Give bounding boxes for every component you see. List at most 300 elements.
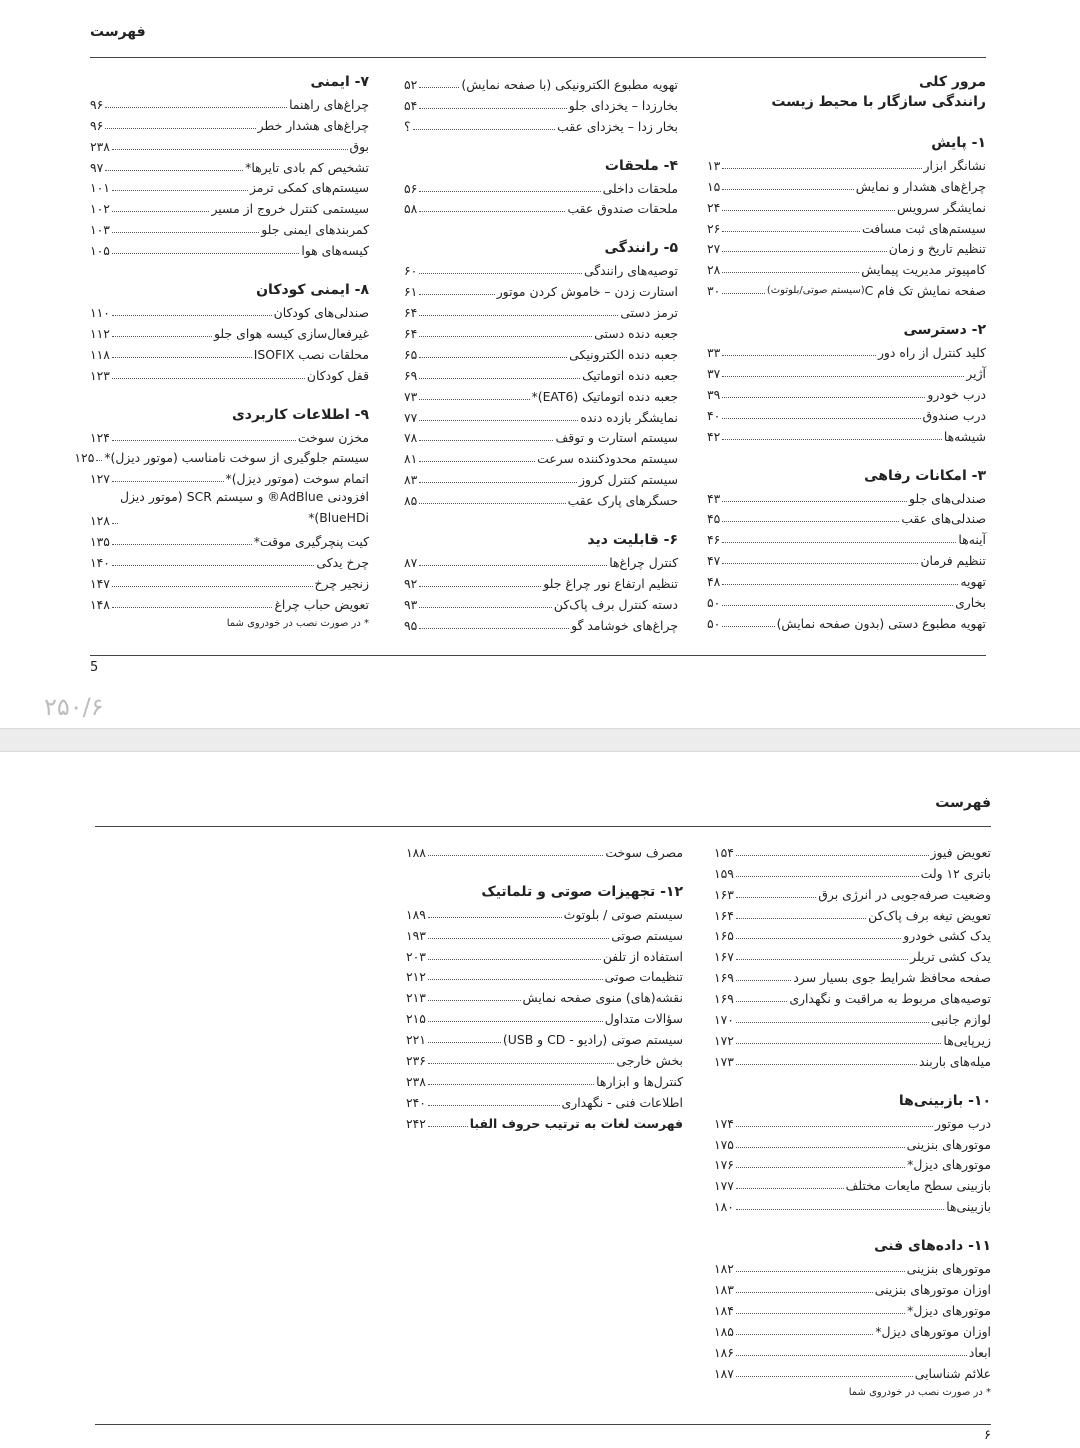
toc-entry[interactable] bbox=[707, 527, 986, 548]
toc-entry[interactable] bbox=[404, 571, 678, 592]
toc-entry-page: ۱۷۰ bbox=[714, 1012, 734, 1028]
toc-entry-title: نمایشگر بازده دنده bbox=[580, 409, 678, 425]
dot-leader bbox=[736, 1292, 873, 1293]
toc-entry[interactable] bbox=[707, 507, 986, 528]
toc-entry[interactable] bbox=[90, 238, 369, 259]
toc-column-middle bbox=[406, 840, 683, 1132]
toc-entry-page: ۱۸۹ bbox=[406, 906, 426, 922]
toc-entry[interactable] bbox=[707, 278, 986, 299]
toc-entry[interactable] bbox=[404, 426, 678, 447]
dot-leader bbox=[736, 1022, 929, 1023]
dot-leader bbox=[105, 128, 255, 129]
toc-entry-title: درب خودرو bbox=[927, 386, 986, 402]
toc-entry-title: بازبینی سطح مایعات مختلف bbox=[845, 1178, 991, 1194]
toc-entry-page: ۱۸۳ bbox=[714, 1282, 734, 1298]
dot-leader bbox=[96, 460, 102, 461]
toc-entry-page: ۱۹۳ bbox=[406, 927, 426, 943]
dot-leader bbox=[112, 336, 212, 337]
toc-entry-title: نقشه(های) منوی صفحه نمایش bbox=[522, 990, 683, 1006]
toc-entry[interactable] bbox=[90, 466, 369, 487]
toc-entry[interactable] bbox=[404, 72, 678, 93]
toc-entry-title: کیسه‌های هوا bbox=[301, 243, 369, 259]
toc-entry-title: صفحه محافظ شرایط جوی بسیار سرد bbox=[793, 970, 991, 986]
toc-entry-title: مصرف سوخت bbox=[605, 844, 683, 860]
toc-entry-page: ۱۸۸ bbox=[406, 844, 426, 860]
toc-entry-title: زنجیر چرخ bbox=[314, 575, 369, 591]
toc-entry[interactable] bbox=[90, 92, 369, 113]
toc-entry-page: ۸۵ bbox=[404, 493, 418, 509]
toc-entry[interactable] bbox=[707, 257, 986, 278]
toc-entry[interactable] bbox=[90, 217, 369, 238]
toc-entry-page: ۳۰ bbox=[707, 283, 721, 299]
toc-entry[interactable] bbox=[404, 321, 678, 342]
dot-leader bbox=[112, 190, 248, 191]
toc-entry[interactable] bbox=[714, 1049, 991, 1070]
toc-entry[interactable] bbox=[404, 592, 678, 613]
toc-entry[interactable] bbox=[707, 486, 986, 507]
toc-entry-title: زیرپایی‌ها bbox=[943, 1032, 991, 1048]
toc-entry[interactable] bbox=[406, 840, 683, 861]
toc-entry-page: ۲۸ bbox=[707, 262, 721, 278]
toc-entry-page: ۶۰ bbox=[404, 263, 418, 279]
toc-entry-title: آینه‌ها bbox=[958, 532, 986, 548]
toc-entry[interactable] bbox=[406, 1006, 683, 1027]
toc-entry[interactable] bbox=[714, 1298, 991, 1319]
page-number: 5 bbox=[90, 660, 99, 675]
header-rule bbox=[90, 57, 986, 58]
toc-entry-title: کنترل چراغ‌ها bbox=[609, 555, 678, 571]
toc-entry-page: ۱۸۵ bbox=[714, 1323, 734, 1339]
dot-leader bbox=[419, 294, 494, 295]
toc-entry[interactable] bbox=[707, 548, 986, 569]
toc-list bbox=[404, 72, 678, 135]
toc-entry[interactable] bbox=[406, 1027, 683, 1048]
section-title: ۳- امکانات رفاهی bbox=[864, 467, 986, 484]
dot-leader bbox=[419, 378, 580, 379]
toc-list bbox=[404, 258, 678, 509]
page-header: فهرست bbox=[935, 795, 991, 811]
toc-entry[interactable] bbox=[714, 944, 991, 965]
toc-entry-page: ۶۹ bbox=[404, 367, 418, 383]
dot-leader bbox=[736, 1001, 787, 1002]
toc-list bbox=[406, 840, 683, 861]
toc-entry[interactable] bbox=[406, 1069, 683, 1090]
dot-leader bbox=[736, 980, 791, 981]
dot-leader bbox=[419, 273, 582, 274]
scan-page-stamp: ۲۵۰/۶ bbox=[44, 693, 104, 721]
toc-entry-title: یدک کشی خودرو bbox=[903, 928, 991, 944]
toc-entry[interactable] bbox=[714, 1111, 991, 1132]
toc-entry-title: توصیه‌های مربوط به مراقبت و نگهداری bbox=[789, 991, 991, 1007]
toc-entry[interactable] bbox=[714, 882, 991, 903]
toc-entry[interactable] bbox=[707, 590, 986, 611]
toc-entry[interactable] bbox=[404, 300, 678, 321]
dot-leader bbox=[736, 1209, 944, 1210]
toc-entry-title: سیستم صوتی / بلوتوث bbox=[563, 906, 683, 922]
toc-entry[interactable] bbox=[714, 1194, 991, 1215]
section-title: ۴- ملحقات bbox=[604, 157, 678, 174]
dot-leader bbox=[736, 1313, 905, 1314]
toc-entry[interactable] bbox=[404, 488, 678, 509]
dot-leader bbox=[419, 108, 566, 109]
toc-entry-page: ۸۷ bbox=[404, 555, 418, 571]
footnote: * در صورت نصب در خودروی شما bbox=[848, 1386, 991, 1398]
dot-leader bbox=[736, 959, 908, 960]
toc-entry[interactable] bbox=[707, 237, 986, 258]
toc-entry-title: تنظیمات صوتی bbox=[604, 969, 683, 985]
toc-entry[interactable] bbox=[406, 1048, 683, 1069]
toc-entry[interactable] bbox=[90, 592, 369, 613]
dot-leader bbox=[112, 253, 299, 254]
toc-entry[interactable] bbox=[707, 611, 986, 632]
toc-entry[interactable] bbox=[714, 986, 991, 1007]
toc-entry[interactable] bbox=[74, 446, 369, 467]
toc-entry-page: ۵۰ bbox=[707, 595, 721, 611]
toc-entry[interactable] bbox=[714, 840, 991, 861]
toc-entry-title: بخش خارجی bbox=[616, 1053, 683, 1069]
section-title: ۲- دسترسی bbox=[903, 322, 986, 339]
toc-entry-page: ۱۱۸ bbox=[90, 346, 110, 362]
dot-leader bbox=[419, 420, 578, 421]
toc-entry-page: ۶۱ bbox=[404, 284, 418, 300]
toc-entry-title: فهرست لغات به ترتیب حروف الفبا bbox=[469, 1115, 683, 1131]
toc-entry-page: ۱۷۶ bbox=[714, 1157, 734, 1173]
toc-entry[interactable] bbox=[406, 985, 683, 1006]
toc-entry[interactable] bbox=[90, 321, 369, 342]
dot-leader bbox=[722, 418, 920, 419]
toc-list bbox=[404, 176, 678, 218]
toc-entry[interactable] bbox=[714, 1361, 991, 1382]
toc-entry-title: بخار زدا – یخزدای عقب bbox=[557, 118, 678, 134]
toc-entry-title: چراغ‌های خوشامد گو bbox=[571, 617, 678, 633]
toc-entry[interactable] bbox=[714, 1340, 991, 1361]
toc-entry-title: کنترل‌ها و ابزارها bbox=[596, 1073, 683, 1089]
toc-entry[interactable] bbox=[404, 93, 678, 114]
toc-entry-page: ۷۸ bbox=[404, 430, 418, 446]
toc-entry-page: ۹۵ bbox=[404, 617, 418, 633]
toc-entry[interactable] bbox=[707, 382, 986, 403]
toc-entry-title: صندلی‌های کودکان bbox=[273, 305, 369, 321]
dot-leader bbox=[419, 336, 592, 337]
dot-leader bbox=[419, 482, 577, 483]
toc-list bbox=[404, 550, 678, 634]
toc-entry-title: صندلی‌های عقب bbox=[901, 511, 986, 527]
toc-entry-title: غیرفعال‌سازی کیسه هوای جلو bbox=[214, 325, 369, 341]
toc-entry-title: نمایشگر سرویس bbox=[897, 199, 986, 215]
toc-entry[interactable] bbox=[404, 384, 678, 405]
toc-entry-page: ۱۸۶ bbox=[714, 1344, 734, 1360]
toc-entry-page: ۶۴ bbox=[404, 305, 418, 321]
toc-entry[interactable] bbox=[707, 424, 986, 445]
dot-leader bbox=[736, 876, 919, 877]
toc-entry-page: ۱۲۵ bbox=[74, 450, 95, 466]
toc-entry-title: بخارزدا – یخزدای جلو bbox=[568, 97, 678, 113]
toc-entry-title: موتورهای دیزل* bbox=[907, 1157, 991, 1173]
dot-leader bbox=[428, 1126, 468, 1127]
toc-entry[interactable] bbox=[90, 571, 369, 592]
dot-leader bbox=[428, 855, 603, 856]
dot-leader bbox=[112, 149, 348, 150]
dot-leader bbox=[428, 1084, 594, 1085]
dot-leader bbox=[736, 938, 901, 939]
toc-entry-page: ۱۳ bbox=[707, 157, 721, 173]
dot-leader bbox=[419, 607, 552, 608]
toc-entry[interactable] bbox=[707, 153, 986, 174]
toc-entry-page: ۵۴ bbox=[404, 97, 418, 113]
toc-entry-title: تعویض تیغه برف پاک‌کن bbox=[868, 907, 991, 923]
toc-entry[interactable] bbox=[90, 550, 369, 571]
toc-entry-page: ۹۶ bbox=[90, 96, 104, 112]
toc-entry[interactable] bbox=[404, 258, 678, 279]
toc-entry-title: بازبینی‌ها bbox=[946, 1199, 991, 1215]
toc-entry-page: ۱۷۷ bbox=[714, 1178, 734, 1194]
toc-entry-title: سیستم کنترل کروز bbox=[579, 472, 678, 488]
section-title: ۱۲- تجهیزات صوتی و تلماتیک bbox=[481, 883, 683, 900]
toc-entry[interactable] bbox=[404, 197, 678, 218]
toc-entry-title: تعویض فیوز bbox=[930, 844, 991, 860]
dot-leader bbox=[736, 1355, 967, 1356]
dot-leader bbox=[722, 210, 895, 211]
toc-entry[interactable] bbox=[707, 174, 986, 195]
toc-entry-title: موتورهای دیزل* bbox=[907, 1302, 991, 1318]
toc-entry-title: توصیه‌های رانندگی bbox=[583, 263, 678, 279]
toc-entry-page: ۱۷۲ bbox=[714, 1032, 734, 1048]
toc-entry[interactable] bbox=[90, 196, 369, 217]
toc-entry-title: باتری ۱۲ ولت bbox=[920, 865, 991, 881]
toc-entry[interactable] bbox=[90, 113, 369, 134]
toc-entry[interactable] bbox=[406, 944, 683, 965]
toc-entry-title: دسته کنترل برف پاک‌کن bbox=[553, 596, 678, 612]
dot-leader bbox=[112, 607, 273, 608]
toc-entry-title: جعبه دنده اتوماتیک (EAT6)* bbox=[531, 388, 678, 404]
toc-entry-title: استفاده از تلفن bbox=[602, 948, 683, 964]
toc-entry-title: تنظیم ارتفاع نور چراغ جلو bbox=[543, 575, 678, 591]
toc-entry[interactable] bbox=[707, 361, 986, 382]
toc-entry-title: کامپیوتر مدیریت پیمایش bbox=[861, 262, 986, 278]
toc-list bbox=[714, 1256, 991, 1381]
dot-leader bbox=[428, 1000, 521, 1001]
toc-entry-page: ۱۶۷ bbox=[714, 949, 734, 965]
toc-entry-title: لوازم جانبی bbox=[930, 1012, 991, 1028]
toc-entry[interactable] bbox=[714, 1319, 991, 1340]
toc-entry-page: ۲۱۳ bbox=[406, 990, 426, 1006]
toc-entry[interactable] bbox=[707, 403, 986, 424]
intro-eco-driving-title: رانندگی سازگار با محیط زیست bbox=[771, 94, 986, 110]
toc-entry-page: ۲۳۶ bbox=[406, 1053, 426, 1069]
toc-entry[interactable] bbox=[404, 363, 678, 384]
toc-entry-title: حسگرهای پارک عقب bbox=[567, 493, 678, 509]
toc-entry-title: اوزان موتورهای دیزل* bbox=[875, 1323, 991, 1339]
toc-entry[interactable] bbox=[714, 1256, 991, 1277]
dot-leader bbox=[428, 979, 603, 980]
toc-entry-page: ۱۴۰ bbox=[90, 554, 110, 570]
dot-leader bbox=[105, 170, 243, 171]
dot-leader bbox=[112, 211, 209, 212]
dot-leader bbox=[112, 523, 118, 524]
toc-entry-page: ۲۴ bbox=[707, 199, 721, 215]
toc-entry-title: قفل کودکان bbox=[306, 367, 369, 383]
toc-entry[interactable] bbox=[714, 924, 991, 945]
toc-entry-title: سؤالات متداول bbox=[604, 1011, 683, 1027]
toc-entry[interactable] bbox=[406, 1090, 683, 1111]
section-title: ۷- ایمنی bbox=[310, 74, 369, 90]
toc-entry-title: تهویه bbox=[960, 574, 986, 590]
dot-leader bbox=[419, 586, 541, 587]
toc-entry-page: ۹۷ bbox=[90, 159, 104, 175]
toc-entry[interactable] bbox=[406, 902, 683, 923]
dot-leader bbox=[736, 1126, 933, 1127]
toc-column-right bbox=[707, 72, 986, 632]
toc-entry-page: ۱۰۵ bbox=[90, 243, 110, 259]
dot-leader bbox=[722, 231, 860, 232]
toc-entry-page: ۱۱۲ bbox=[90, 325, 110, 341]
header-rule bbox=[95, 826, 991, 827]
toc-entry[interactable] bbox=[404, 176, 678, 197]
toc-entry-page: ۱۰۳ bbox=[90, 222, 110, 238]
dot-leader bbox=[428, 1063, 614, 1064]
dot-leader bbox=[722, 168, 921, 169]
dot-leader bbox=[105, 107, 287, 108]
toc-entry[interactable] bbox=[404, 405, 678, 426]
toc-entry-page: ۲۴۲ bbox=[406, 1115, 426, 1131]
toc-entry-page: ۳۷ bbox=[707, 366, 721, 382]
toc-entry[interactable] bbox=[404, 279, 678, 300]
toc-entry-page: ۴۷ bbox=[707, 553, 721, 569]
toc-entry[interactable] bbox=[714, 1007, 991, 1028]
dot-leader bbox=[722, 521, 899, 522]
dot-leader bbox=[736, 855, 929, 856]
dot-leader bbox=[112, 586, 313, 587]
toc-entry-title: اطلاعات فنی - نگهداری bbox=[561, 1094, 683, 1110]
dot-leader bbox=[413, 129, 556, 130]
toc-entry-page: ۴۵ bbox=[707, 511, 721, 527]
dot-leader bbox=[419, 503, 565, 504]
toc-entry-title: تنظیم تاریخ و زمان bbox=[888, 241, 986, 257]
dot-leader bbox=[722, 376, 964, 377]
section-title: ۶- قابلیت دید bbox=[587, 532, 678, 549]
dot-leader bbox=[722, 626, 774, 627]
toc-entry-page: ۲۳۸ bbox=[406, 1073, 426, 1089]
toc-entry-title: آژیر bbox=[966, 366, 986, 382]
toc-entry-title: ملحقات صندوق عقب bbox=[567, 201, 678, 217]
toc-entry[interactable] bbox=[714, 1028, 991, 1049]
toc-entry[interactable] bbox=[90, 529, 369, 550]
toc-entry-page: ۹۶ bbox=[90, 117, 104, 133]
toc-entry-subtitle: (سیستم صوتی/بلوتوث) bbox=[766, 285, 865, 297]
toc-entry-page: ۱۲۴ bbox=[90, 429, 110, 445]
dot-leader bbox=[736, 1334, 873, 1335]
toc-column-right bbox=[714, 840, 991, 1404]
toc-entry-title: میله‌های باربند bbox=[919, 1053, 991, 1069]
toc-entry-page: ۱۶۴ bbox=[714, 907, 734, 923]
toc-entry-title: کیت پنچرگیری موقت* bbox=[253, 534, 369, 550]
dot-leader bbox=[112, 481, 224, 482]
toc-entry-title: جعبه دنده دستی bbox=[594, 326, 678, 342]
toc-entry[interactable] bbox=[404, 114, 678, 135]
toc-entry-title: چراغ‌های هشدار و نمایش bbox=[855, 178, 986, 194]
toc-entry[interactable] bbox=[90, 425, 369, 446]
toc-entry[interactable] bbox=[707, 216, 986, 237]
toc-entry[interactable] bbox=[714, 1132, 991, 1153]
dot-leader bbox=[722, 293, 765, 294]
section-title: ۱- پایش bbox=[931, 135, 986, 151]
intro-overview-title: مرور کلی bbox=[918, 74, 986, 90]
toc-entry-page: ۲۲۱ bbox=[406, 1032, 426, 1048]
toc-entry-page: ۱۰۱ bbox=[90, 180, 110, 196]
toc-list bbox=[707, 340, 986, 444]
toc-entry-page: ۱۱۰ bbox=[90, 305, 110, 321]
toc-entry[interactable] bbox=[714, 1173, 991, 1194]
toc-entry-title: سیستم‌های ثبت مسافت bbox=[862, 220, 986, 236]
toc-entry[interactable] bbox=[707, 569, 986, 590]
toc-entry-title: سیستم‌های کمکی ترمز bbox=[249, 180, 369, 196]
dot-leader bbox=[419, 440, 553, 441]
toc-entry-page: ۱۲۳ bbox=[90, 367, 110, 383]
toc-entry[interactable] bbox=[404, 467, 678, 488]
toc-entry[interactable] bbox=[714, 965, 991, 986]
toc-entry-title: اوزان موتورهای بنزینی bbox=[874, 1282, 991, 1298]
toc-entry-title: صفحه نمایش تک فام C bbox=[864, 283, 986, 299]
toc-list bbox=[406, 902, 683, 1132]
section-title: ۱۱- داده‌های فنی bbox=[874, 1238, 991, 1255]
dot-leader bbox=[736, 1188, 844, 1189]
toc-entry[interactable] bbox=[404, 550, 678, 571]
dot-leader bbox=[428, 1105, 560, 1106]
toc-entry-title: تنظیم فرمان bbox=[920, 553, 986, 569]
toc-entry[interactable] bbox=[90, 487, 369, 529]
toc-entry[interactable] bbox=[714, 861, 991, 882]
toc-entry[interactable] bbox=[404, 446, 678, 467]
dot-leader bbox=[736, 1043, 941, 1044]
toc-entry[interactable] bbox=[90, 134, 369, 155]
dot-leader bbox=[736, 1147, 905, 1148]
toc-list bbox=[714, 840, 991, 1070]
toc-entry[interactable] bbox=[406, 1111, 683, 1132]
toc-entry[interactable] bbox=[707, 340, 986, 361]
toc-entry[interactable] bbox=[406, 965, 683, 986]
toc-entry-page: ۵۲ bbox=[404, 76, 418, 92]
toc-entry[interactable] bbox=[714, 903, 991, 924]
toc-entry-page: ۱۷۳ bbox=[714, 1053, 734, 1069]
toc-entry[interactable] bbox=[90, 300, 369, 321]
toc-entry-title: استارت زدن – خاموش کردن موتور bbox=[496, 284, 678, 300]
toc-entry[interactable] bbox=[406, 923, 683, 944]
toc-entry[interactable] bbox=[404, 613, 678, 634]
toc-entry[interactable] bbox=[707, 195, 986, 216]
toc-entry-title: وضعیت صرفه‌جویی در انرژی برق bbox=[818, 886, 991, 902]
dot-leader bbox=[722, 272, 859, 273]
toc-entry[interactable] bbox=[90, 155, 369, 176]
dot-leader bbox=[736, 918, 866, 919]
dot-leader bbox=[428, 917, 562, 918]
dot-leader bbox=[419, 211, 565, 212]
toc-entry-page: ۵۰ bbox=[707, 615, 721, 631]
toc-entry-page: ۴۰ bbox=[707, 407, 721, 423]
toc-entry[interactable] bbox=[714, 1277, 991, 1298]
toc-entry[interactable] bbox=[90, 176, 369, 197]
toc-entry-title: جعبه دنده الکترونیکی bbox=[569, 346, 678, 362]
toc-entry-title: کلید کنترل از راه دور bbox=[877, 345, 986, 361]
toc-entry[interactable] bbox=[90, 363, 369, 384]
toc-entry-title: موتورهای بنزینی bbox=[906, 1136, 991, 1152]
toc-entry[interactable] bbox=[90, 342, 369, 363]
toc-entry[interactable] bbox=[404, 342, 678, 363]
toc-entry-title: تشخیص کم بادی تایرها* bbox=[245, 159, 369, 175]
toc-list bbox=[90, 300, 369, 384]
toc-entry-page: ۵۸ bbox=[404, 201, 418, 217]
toc-entry[interactable] bbox=[714, 1153, 991, 1174]
toc-entry-title: صندلی‌های جلو bbox=[909, 490, 986, 506]
